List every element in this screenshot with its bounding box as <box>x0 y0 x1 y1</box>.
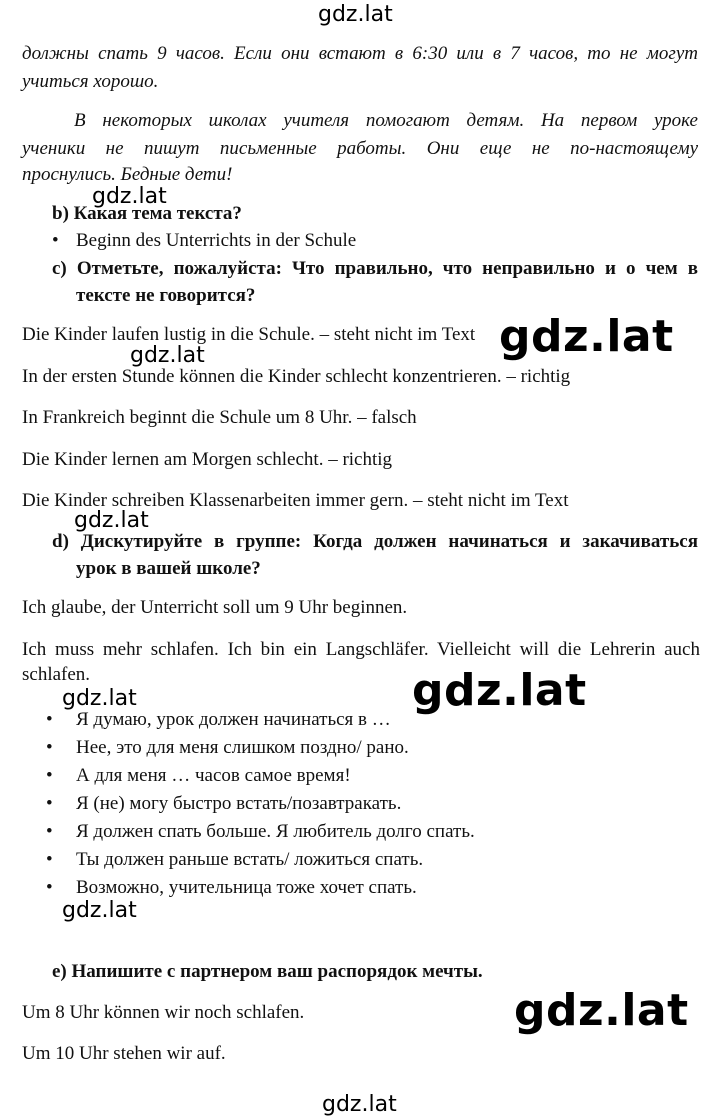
bullet-icon: • <box>46 877 53 898</box>
bullet-icon: • <box>46 821 53 842</box>
bullet-icon: • <box>46 765 53 786</box>
task-d-bullet-3: А для меня … часов самое время! <box>76 765 351 786</box>
task-c-heading-line-1: c) Отметьте, пожалуйста: Что правильно, что неправильно и о чем в <box>52 258 698 279</box>
watermark-large: gdz.lat <box>495 311 678 362</box>
watermark: gdz.lat <box>130 343 205 368</box>
task-d-heading-line-2: урок в вашей школе? <box>76 558 261 579</box>
watermark-top: gdz.lat <box>318 2 393 27</box>
task-d-bullet-6: Ты должен раньше встать/ ложиться спать. <box>76 849 424 870</box>
task-d-bullet-4: Я (не) могу быстро встать/позавтракать. <box>76 793 402 814</box>
bullet-icon: • <box>46 737 53 758</box>
intro-line-2: учиться хорошо. <box>22 71 159 92</box>
bullet-icon: • <box>52 230 59 251</box>
bullet-icon: • <box>46 793 53 814</box>
task-d-answer-2-line-2: schlafen. <box>22 664 91 685</box>
task-c-answer-5: Die Kinder schreiben Klassenarbeiten immer gern. – steht nicht im Text <box>22 490 569 511</box>
intro-para2-line-1: В некоторых школах учителя помогают детям. На первом уроке <box>74 110 698 131</box>
bullet-icon: • <box>46 709 53 730</box>
task-e-answer-1: Um 8 Uhr können wir noch schlafen. <box>22 1002 305 1023</box>
watermark: gdz.lat <box>62 686 137 711</box>
watermark-large: gdz.lat <box>408 665 591 716</box>
task-d-answer-1: Ich glaube, der Unterricht soll um 9 Uhr beginnen. <box>22 597 408 618</box>
intro-para2-line-2: ученики не пишут письменные работы. Они еще не по-настоящему <box>22 138 698 159</box>
task-b-heading: b) Какая тема текста? <box>52 203 242 224</box>
task-d-heading-line-1: d) Дискутируйте в группе: Когда должен начинаться и закачиваться <box>52 531 698 552</box>
task-e-heading: e) Напишите с партнером ваш распорядок мечты. <box>52 961 483 982</box>
task-d-bullet-5: Я должен спать больше. Я любитель долго спать. <box>76 821 475 842</box>
task-c-answer-4: Die Kinder lernen am Morgen schlecht. – richtig <box>22 449 393 470</box>
task-e-answer-2: Um 10 Uhr stehen wir auf. <box>22 1043 226 1064</box>
intro-para2-line-3: проснулись. Бедные дети! <box>22 164 233 185</box>
task-c-answer-1: Die Kinder laufen lustig in die Schule. – steht nicht im Text <box>22 324 476 345</box>
task-d-bullet-7: Возможно, учительница тоже хочет спать. <box>76 877 417 898</box>
watermark: gdz.lat <box>62 898 137 923</box>
watermark: gdz.lat <box>92 184 167 209</box>
task-d-bullet-1: Я думаю, урок должен начинаться в … <box>76 709 391 730</box>
task-c-answer-3: In Frankreich beginnt die Schule um 8 Uhr. – falsch <box>22 407 417 428</box>
task-d-bullet-2: Нее, это для меня слишком поздно/ рано. <box>76 737 409 758</box>
bullet-icon: • <box>46 849 53 870</box>
watermark-bottom: gdz.lat <box>322 1092 397 1117</box>
task-c-heading-line-2: тексте не говорится? <box>76 285 256 306</box>
intro-line-1: должны спать 9 часов. Если они встают в 6:30 или в 7 часов, то не могут <box>22 43 698 64</box>
task-d-answer-2-line-1: Ich muss mehr schlafen. Ich bin ein Langschläfer. Vielleicht will die Lehrerin auch <box>22 639 700 660</box>
task-c-answer-2: In der ersten Stunde können die Kinder schlecht konzentrieren. – richtig <box>22 366 571 387</box>
watermark-large: gdz.lat <box>510 985 693 1036</box>
task-b-answer: Beginn des Unterrichts in der Schule <box>76 230 357 251</box>
watermark: gdz.lat <box>74 508 149 533</box>
